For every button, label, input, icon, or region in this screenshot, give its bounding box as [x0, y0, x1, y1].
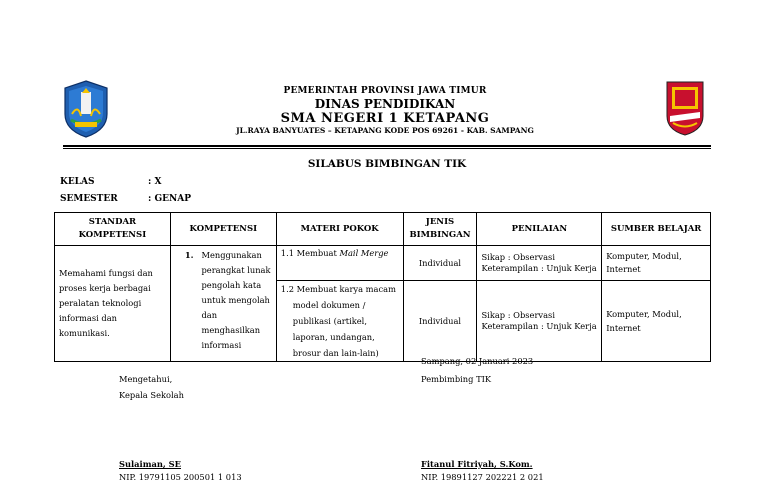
- document-title: SILABUS BIMBINGAN TIK: [307, 158, 467, 170]
- penilaian-sikap: Sikap : Observasi: [481, 310, 555, 320]
- header-department-line: DINAS PENDIDIKAN: [314, 97, 456, 111]
- province-emblem-logo: [63, 80, 109, 138]
- semester-value: : GENAP: [148, 194, 191, 204]
- header-kompetensi: KOMPETENSI: [170, 213, 276, 246]
- supervisor-nip: NIP. 19891127 202221 2 021: [421, 472, 544, 482]
- place-date: Sampang, 02 Januari 2023: [421, 356, 534, 366]
- kelas-value: : X: [148, 177, 162, 187]
- kompetensi-text: Menggunakan perangkat lunak pengolah kata untuk mengolah dan menghasilkan informasi: [201, 250, 271, 350]
- header-penilaian: PENILAIAN: [477, 213, 602, 246]
- materi-prefix: 1.2 Membuat karya macam: [280, 284, 396, 294]
- standar-kompetensi-cell: Memahami fungsi dan proses kerja berbagai peralatan teknologi informasi dan komunikasi.: [55, 246, 171, 362]
- header-school-name: SMA NEGERI 1 KETAPANG: [280, 111, 490, 126]
- penilaian-sikap: Sikap : Observasi: [481, 252, 555, 262]
- sumber-cell: Komputer, Modul, Internet: [602, 246, 711, 281]
- kepala-sekolah-label: Kepala Sekolah: [119, 390, 184, 400]
- materi-italic: Mail Merge: [339, 248, 389, 258]
- kompetensi-number: 1.: [184, 250, 194, 260]
- sumber-cell: Komputer, Modul, Internet: [602, 281, 711, 362]
- header-government-line: PEMERINTAH PROVINSI JAWA TIMUR: [283, 86, 487, 96]
- header-materi-pokok: MATERI POKOK: [276, 213, 403, 246]
- header-standar-kompetensi: STANDAR KOMPETENSI: [55, 213, 171, 246]
- materi-rest: model dokumen / publikasi (artikel, laporan, undangan, brosur dan lain-lain): [292, 300, 379, 358]
- header-divider-thick: [63, 145, 711, 147]
- kelas-label: KELAS: [60, 177, 95, 187]
- penilaian-cell: [477, 246, 602, 281]
- header-sumber-belajar: SUMBER BELAJAR: [602, 213, 711, 246]
- table-header-row: [55, 213, 711, 246]
- regency-emblem-logo: [664, 80, 706, 136]
- penilaian-keterampilan: Keterampilan : Unjuk Kerja: [481, 321, 597, 331]
- materi-cell: [276, 246, 403, 281]
- table-row: [55, 246, 711, 281]
- semester-label: SEMESTER: [60, 194, 118, 204]
- syllabus-table: [54, 212, 711, 362]
- pembimbing-role: Pembimbing TIK: [421, 374, 492, 384]
- jenis-cell: Individual: [403, 246, 477, 281]
- principal-name: Sulaiman, SE: [119, 459, 181, 469]
- principal-nip: NIP. 19791105 200501 1 013: [119, 472, 242, 482]
- header-address: JL.RAYA BANYUATES – KETAPANG KODE POS 69261 - KAB. SAMPANG: [236, 126, 534, 135]
- supervisor-name: Fitanul Fitriyah, S.Kom.: [421, 459, 533, 469]
- penilaian-cell: [477, 281, 602, 362]
- materi-cell: [276, 281, 403, 362]
- penilaian-keterampilan: Keterampilan : Unjuk Kerja: [481, 263, 597, 273]
- jenis-cell: Individual: [403, 281, 477, 362]
- kompetensi-cell: [170, 246, 276, 362]
- header-jenis-bimbingan: JENIS BIMBINGAN: [403, 213, 477, 246]
- header-divider-thin: [63, 148, 711, 149]
- materi-prefix: 1.1 Membuat: [280, 248, 340, 258]
- mengetahui-label: Mengetahui,: [119, 374, 173, 384]
